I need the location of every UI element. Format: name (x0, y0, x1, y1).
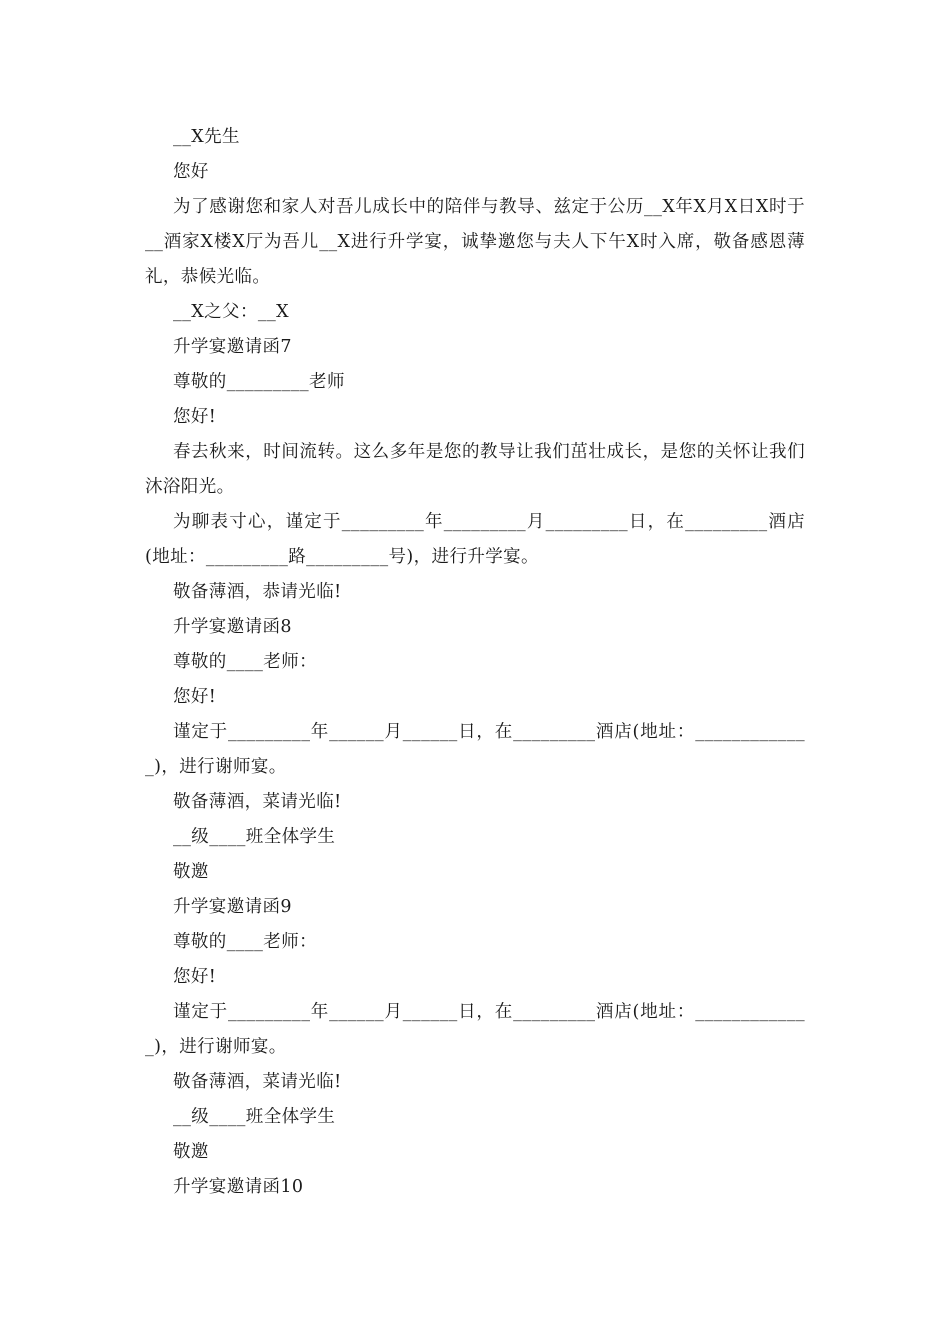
salutation-line: __X先生 (173, 127, 240, 147)
salutation-line: 尊敬的_________老师 (173, 372, 345, 392)
signature-line: __级____班全体学生 (173, 1107, 336, 1127)
closing-line: 敬备薄酒，恭请光临! (173, 582, 342, 602)
body-paragraph: 谨定于_________年______月______日，在_________酒店(地址：_____________)，进行谢师宴。 (145, 1002, 805, 1057)
greeting-line: 您好! (173, 967, 217, 987)
body-paragraph: 为聊表寸心，谨定于_________年_________月_________日，在_________酒店(地址：_________路_________号)，进行升学宴。 (145, 512, 805, 567)
body-paragraph: 春去秋来，时间流转。这么多年是您的教导让我们茁壮成长，是您的关怀让我们沐浴阳光。 (145, 442, 805, 497)
signature-line: 敬邀 (173, 862, 209, 882)
greeting-line: 您好! (173, 687, 217, 707)
section-heading: 升学宴邀请函10 (173, 1177, 304, 1197)
body-paragraph: 为了感谢您和家人对吾儿成长中的陪伴与教导、兹定于公历__X年X月X日X时于__酒家X楼X厅为吾儿__X进行升学宴，诚挚邀您与夫人下午X时入席，敬备感恩薄礼，恭候光临。 (145, 197, 805, 287)
signature-line: 敬邀 (173, 1142, 209, 1162)
closing-line: 敬备薄酒，菜请光临! (173, 1072, 342, 1092)
body-paragraph: 谨定于_________年______月______日，在_________酒店(地址：_____________)，进行谢师宴。 (145, 722, 805, 777)
salutation-line: 尊敬的____老师： (173, 652, 317, 672)
salutation-line: 尊敬的____老师： (173, 932, 317, 952)
signature-line: __级____班全体学生 (173, 827, 336, 847)
closing-line: 敬备薄酒，菜请光临! (173, 792, 342, 812)
section-heading: 升学宴邀请函7 (173, 337, 292, 357)
section-heading: 升学宴邀请函8 (173, 617, 292, 637)
document-page (145, 120, 805, 1205)
section-heading: 升学宴邀请函9 (173, 897, 292, 917)
signature-line: __X之父：__X (173, 302, 290, 322)
greeting-line: 您好 (173, 162, 209, 182)
greeting-line: 您好! (173, 407, 217, 427)
